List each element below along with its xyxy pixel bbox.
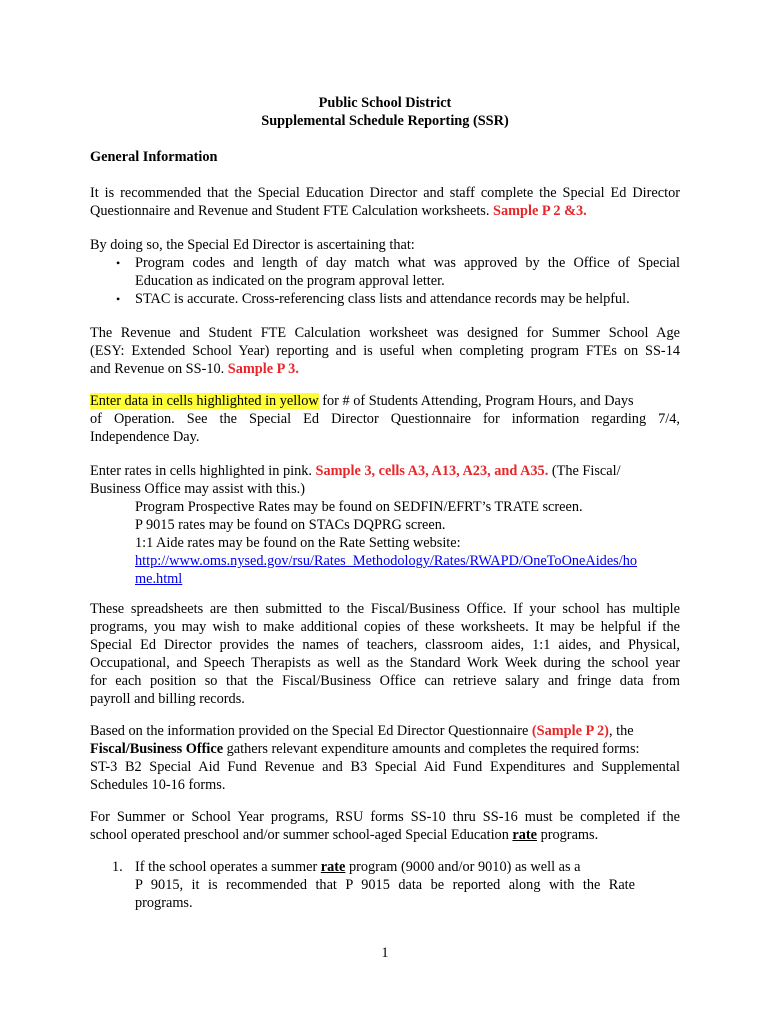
list-1-line-1: If the school operates a summer rate program (9000 and/or 9010) as well as a — [135, 859, 581, 875]
bullet-1-line-2: Education as indicated on the program approval letter. — [135, 273, 445, 289]
p7-line-3: ST-3 B2 Special Aid Fund Revenue and B3 Special Aid Fund Expenditures and Supplemental — [90, 759, 680, 775]
p1-line-1: It is recommended that the Special Education Director and staff complete the Special Ed Director — [90, 185, 680, 201]
p1-line-2: Questionnaire and Revenue and Student FTE Calculation worksheets. Sample P 2 &3. — [90, 203, 587, 219]
list-1-line-3: programs. — [135, 895, 193, 911]
rate-setting-link-continued[interactable]: me.html — [135, 571, 183, 587]
sample-reference: Sample P 3. — [227, 361, 299, 377]
p5-line-1: Enter rates in cells highlighted in pink. Sample 3, cells A3, A13, A23, and A35. (The Fiscal/ — [90, 463, 621, 479]
rate-emphasis: rate — [512, 827, 538, 843]
p5-indent-2: P 9015 rates may be found on STACs DQPRG screen. — [135, 517, 446, 533]
document-title: Public School District — [318, 95, 452, 111]
list-1-line-2: P 9015, it is recommended that P 9015 data be reported along with the Rate — [135, 877, 635, 893]
p5-indent-1: Program Prospective Rates may be found on SEDFIN/EFRT’s TRATE screen. — [135, 499, 583, 515]
p3-line-3: and Revenue on SS-10. Sample P 3. — [90, 361, 299, 377]
sample-reference: (Sample P 2) — [531, 723, 609, 739]
p6-line-5: for each position so that the Fiscal/Business Office can retrieve salary and fringe data from — [90, 673, 680, 689]
p5-indent-3: 1:1 Aide rates may be found on the Rate Setting website: — [135, 535, 461, 551]
p6-line-2: programs, you may wish to make additional copies of these worksheets. It may be helpful if the — [90, 619, 680, 635]
p6-line-3: Special Ed Director provides the names of teachers, classroom aides, 1:1 aides, and Physical, — [90, 637, 680, 653]
list-number: 1. — [112, 859, 123, 875]
sample-reference: Sample 3, cells A3, A13, A23, and A35. — [315, 463, 549, 479]
p3-line-2: (ESY: Extended School Year) reporting and is useful when completing program FTEs on SS-14 — [90, 343, 680, 359]
p6-line-6: payroll and billing records. — [90, 691, 245, 707]
page-number: 1 — [381, 945, 389, 961]
p5-line-2: Business Office may assist with this.) — [90, 481, 305, 497]
p8-line-2: school operated preschool and/or summer school-aged Special Education rate programs. — [90, 827, 599, 843]
p7-line-1: Based on the information provided on the Special Ed Director Questionnaire (Sample P 2), the — [90, 723, 634, 739]
bullet-icon: • — [116, 292, 121, 306]
bullet-2: STAC is accurate. Cross-referencing class lists and attendance records may be helpful. — [135, 291, 630, 307]
p4-line-1: Enter data in cells highlighted in yellow for # of Students Attending, Program Hours, and Days — [90, 393, 634, 409]
section-heading: General Information — [90, 149, 218, 165]
rate-emphasis: rate — [320, 859, 346, 875]
p6-line-1: These spreadsheets are then submitted to the Fiscal/Business Office. If your school has multiple — [90, 601, 680, 617]
p2-intro: By doing so, the Special Ed Director is ascertaining that: — [90, 237, 415, 253]
bullet-icon: • — [116, 256, 121, 270]
rate-setting-link[interactable]: http://www.oms.nysed.gov/rsu/Rates_Methodology/Rates/RWAPD/OneToOneAides/ho — [135, 553, 638, 569]
bullet-1-line-1: Program codes and length of day match what was approved by the Office of Special — [135, 255, 680, 271]
document-subtitle: Supplemental Schedule Reporting (SSR) — [261, 113, 509, 129]
p8-line-1: For Summer or School Year programs, RSU forms SS-10 thru SS-16 must be completed if the — [90, 809, 680, 825]
p6-line-4: Occupational, and Speech Therapists as well as the Standard Work Week during the school year — [90, 655, 680, 671]
p4-line-2: of Operation. See the Special Ed Director Questionnaire for information regarding 7/4, — [90, 411, 680, 427]
p3-line-1: The Revenue and Student FTE Calculation worksheet was designed for Summer School Age — [90, 325, 680, 341]
p7-line-4: Schedules 10-16 forms. — [90, 777, 226, 793]
p4-line-3: Independence Day. — [90, 429, 200, 445]
sample-reference: Sample P 2 &3. — [493, 203, 587, 219]
p7-line-2: Fiscal/Business Office gathers relevant expenditure amounts and completes the required forms: — [90, 741, 640, 757]
fiscal-office-term: Fiscal/Business Office — [90, 741, 224, 757]
yellow-highlight-text: Enter data in cells highlighted in yellow — [90, 393, 319, 409]
